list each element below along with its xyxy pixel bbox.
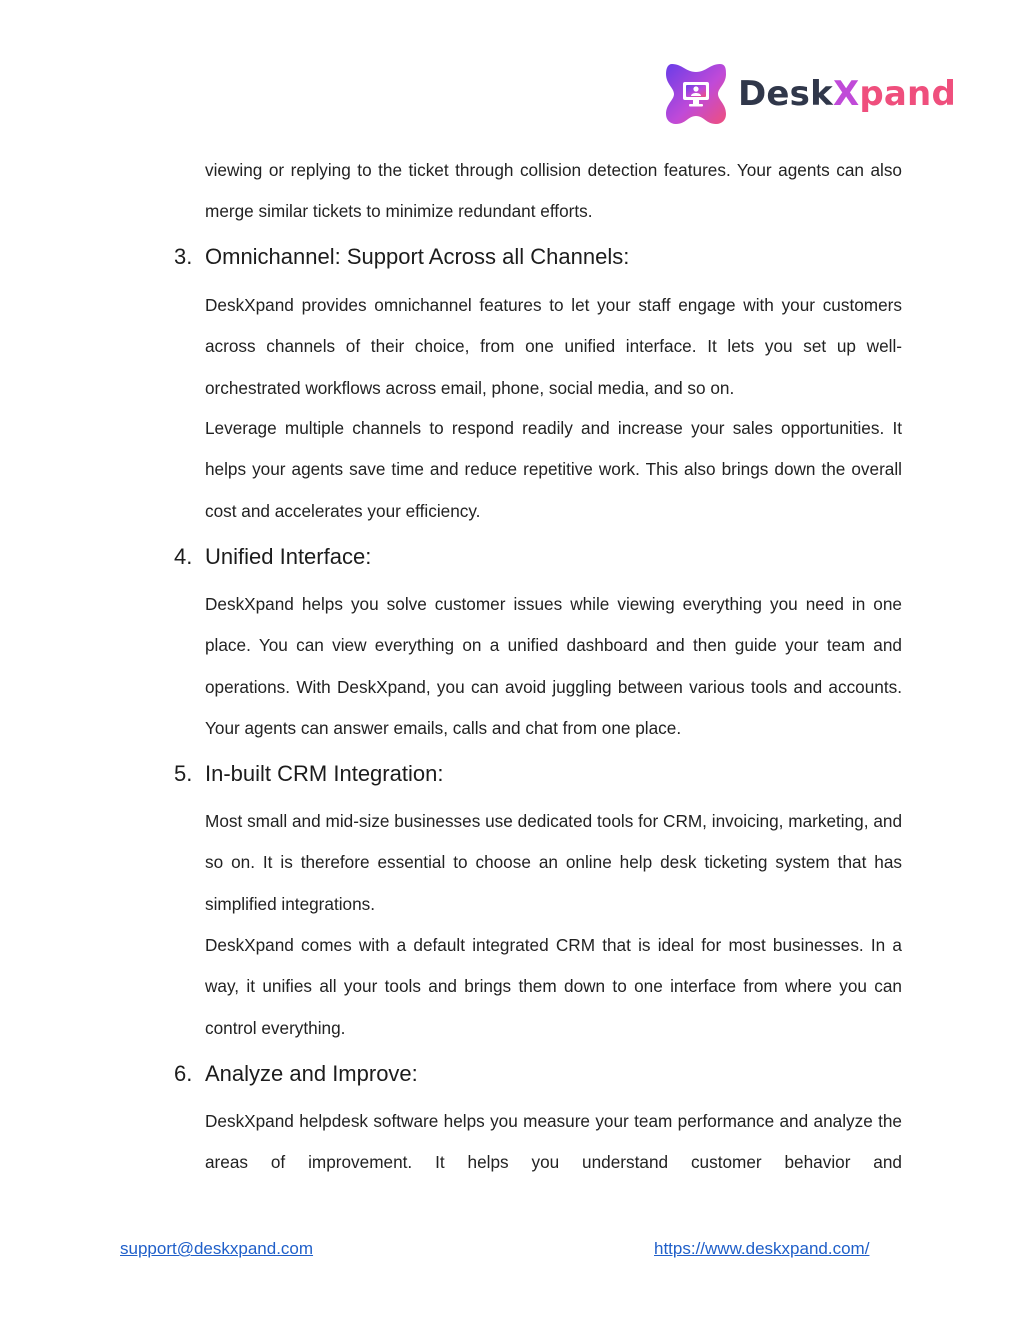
section-paragraph: Leverage multiple channels to respond readily and increase your sales opportunities. It helps your agents save time and reduce repetitive work. This also brings down the overall cost and accelerates your efficiency. [205, 418, 902, 521]
deskxpand-logo-icon [664, 62, 728, 126]
intro-paragraph: viewing or replying to the ticket through collision detection features. Your agents can also merge similar tickets to minimize redundant efforts. [205, 160, 902, 222]
logo-word-pand: pand [859, 74, 956, 114]
section-heading-analyze-improve [174, 1061, 418, 1087]
footer-website-link[interactable]: https://www.deskxpand.com/ [654, 1239, 870, 1258]
section-paragraph: DeskXpand provides omnichannel features to let your staff engage with your customers across channels of their choice, from one unified interface. It lets you set up well-orchestrated workflows across email, phone, social media, and so on. [205, 295, 902, 398]
logo-wordmark [738, 74, 956, 114]
logo-word-x: X [832, 74, 860, 114]
section-title: Analyze and Improve: [205, 1061, 418, 1086]
section-paragraph: DeskXpand comes with a default integrated CRM that is ideal for most businesses. In a way, it unifies all your tools and brings them down to one interface from where you can control everything. [205, 935, 902, 1038]
section-paragraph: Most small and mid-size businesses use dedicated tools for CRM, invoicing, marketing, and so on. It is therefore essential to choose an online help desk ticketing system that has simplified integrations. [205, 811, 902, 914]
section-number: 6. [174, 1061, 193, 1086]
section-heading-crm-integration [174, 761, 443, 787]
section-number: 4. [174, 544, 193, 569]
section-paragraph: DeskXpand helps you solve customer issues while viewing everything you need in one place. You can view everything on a unified dashboard and then guide your team and operations. With DeskXpand, you can avoid juggling between various tools and accounts. Your agents can answer emails, calls and chat from one place. [205, 594, 902, 738]
section-title: Unified Interface: [205, 544, 372, 569]
section-paragraph: DeskXpand helpdesk software helps you measure your team performance and analyze the areas of improvement. It helps you understand customer behavior and [205, 1111, 902, 1173]
section-number: 5. [174, 761, 193, 786]
section-title: Omnichannel: Support Across all Channels: [205, 244, 630, 269]
section-heading-omnichannel [174, 244, 629, 270]
logo-word-desk: Desk [738, 74, 833, 114]
footer-email-link[interactable]: support@deskxpand.com [120, 1239, 314, 1258]
deskxpand-logo [664, 60, 956, 128]
section-heading-unified-interface [174, 544, 371, 570]
section-number: 3. [174, 244, 193, 269]
section-title: In-built CRM Integration: [205, 761, 444, 786]
